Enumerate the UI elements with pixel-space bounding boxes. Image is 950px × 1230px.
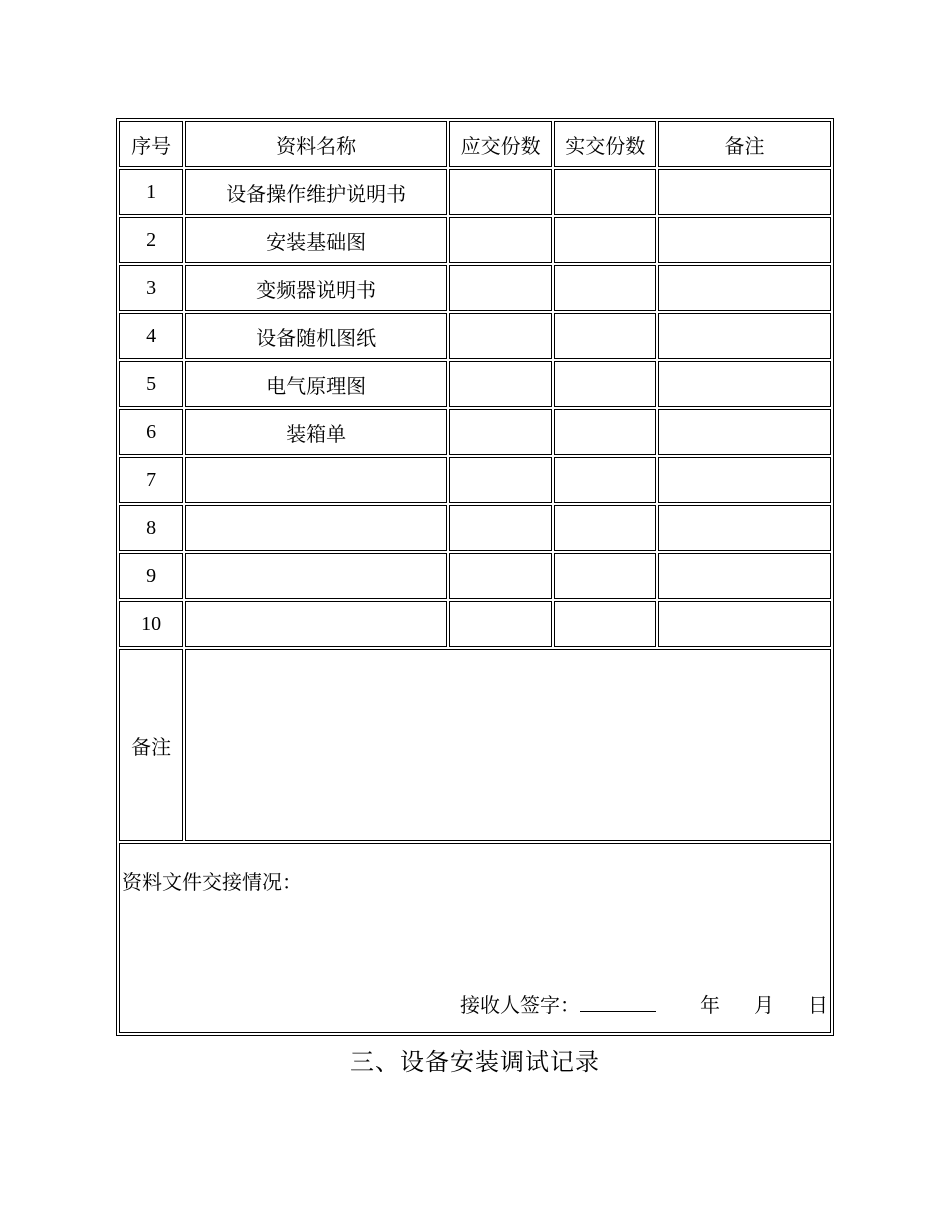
- notes-row: [119, 649, 831, 841]
- table-row: [119, 313, 831, 359]
- row-no: 10: [119, 601, 183, 647]
- table-row: [119, 553, 831, 599]
- row-actual: [554, 313, 656, 359]
- row-due: [449, 361, 553, 407]
- row-name: 安装基础图: [185, 217, 446, 263]
- row-no: 2: [119, 217, 183, 263]
- section-title: 三、设备安装调试记录: [350, 1048, 600, 1076]
- row-remark: [658, 457, 831, 503]
- handover-row: [119, 843, 831, 1033]
- row-no: 8: [119, 505, 183, 551]
- row-no: 6: [119, 409, 183, 455]
- row-remark: [658, 553, 831, 599]
- row-remark: [658, 505, 831, 551]
- header-actual-copies: 实交份数: [554, 121, 656, 167]
- row-actual: [554, 553, 656, 599]
- row-actual: [554, 361, 656, 407]
- notes-label: 备注: [119, 649, 183, 841]
- row-no: 9: [119, 553, 183, 599]
- row-name: [185, 457, 446, 503]
- row-actual: [554, 505, 656, 551]
- row-no: 3: [119, 265, 183, 311]
- row-actual: [554, 601, 656, 647]
- row-due: [449, 169, 553, 215]
- receiver-signature-label: 接收人签字：: [460, 993, 580, 1017]
- row-name: 电气原理图: [185, 361, 446, 407]
- row-remark: [658, 313, 831, 359]
- row-due: [449, 601, 553, 647]
- date-day: 日: [808, 993, 828, 1017]
- row-remark: [658, 601, 831, 647]
- handover-label: 资料文件交接情况：: [122, 870, 302, 894]
- row-name: 变频器说明书: [185, 265, 446, 311]
- header-name: 资料名称: [185, 121, 446, 167]
- date-month: 月: [754, 993, 774, 1017]
- handover-cell: [119, 843, 831, 1033]
- table-row: [119, 265, 831, 311]
- document-list-table: [116, 118, 834, 1036]
- row-name: 设备操作维护说明书: [185, 169, 446, 215]
- signature-blank: [580, 993, 656, 1012]
- header-no: 序号: [119, 121, 183, 167]
- header-due-copies: 应交份数: [449, 121, 553, 167]
- row-due: [449, 409, 553, 455]
- header-remark: 备注: [658, 121, 831, 167]
- table-header-row: [119, 121, 831, 167]
- table-row: [119, 409, 831, 455]
- row-remark: [658, 361, 831, 407]
- row-remark: [658, 265, 831, 311]
- row-actual: [554, 217, 656, 263]
- table-row: [119, 361, 831, 407]
- row-remark: [658, 409, 831, 455]
- receiver-signature-line: [460, 989, 828, 1018]
- row-actual: [554, 169, 656, 215]
- row-no: 4: [119, 313, 183, 359]
- row-actual: [554, 265, 656, 311]
- row-name: [185, 553, 446, 599]
- row-name: 设备随机图纸: [185, 313, 446, 359]
- row-name: [185, 601, 446, 647]
- row-remark: [658, 217, 831, 263]
- row-name: [185, 505, 446, 551]
- row-due: [449, 505, 553, 551]
- row-actual: [554, 457, 656, 503]
- row-due: [449, 457, 553, 503]
- row-no: 1: [119, 169, 183, 215]
- table-row: [119, 169, 831, 215]
- row-due: [449, 265, 553, 311]
- row-no: 7: [119, 457, 183, 503]
- row-due: [449, 313, 553, 359]
- row-due: [449, 217, 553, 263]
- table-row: [119, 505, 831, 551]
- table-row: [119, 457, 831, 503]
- row-actual: [554, 409, 656, 455]
- row-no: 5: [119, 361, 183, 407]
- row-remark: [658, 169, 831, 215]
- row-name: 装箱单: [185, 409, 446, 455]
- table-row: [119, 601, 831, 647]
- date-year: 年: [700, 993, 720, 1017]
- notes-field: [185, 649, 831, 841]
- table-row: [119, 217, 831, 263]
- row-due: [449, 553, 553, 599]
